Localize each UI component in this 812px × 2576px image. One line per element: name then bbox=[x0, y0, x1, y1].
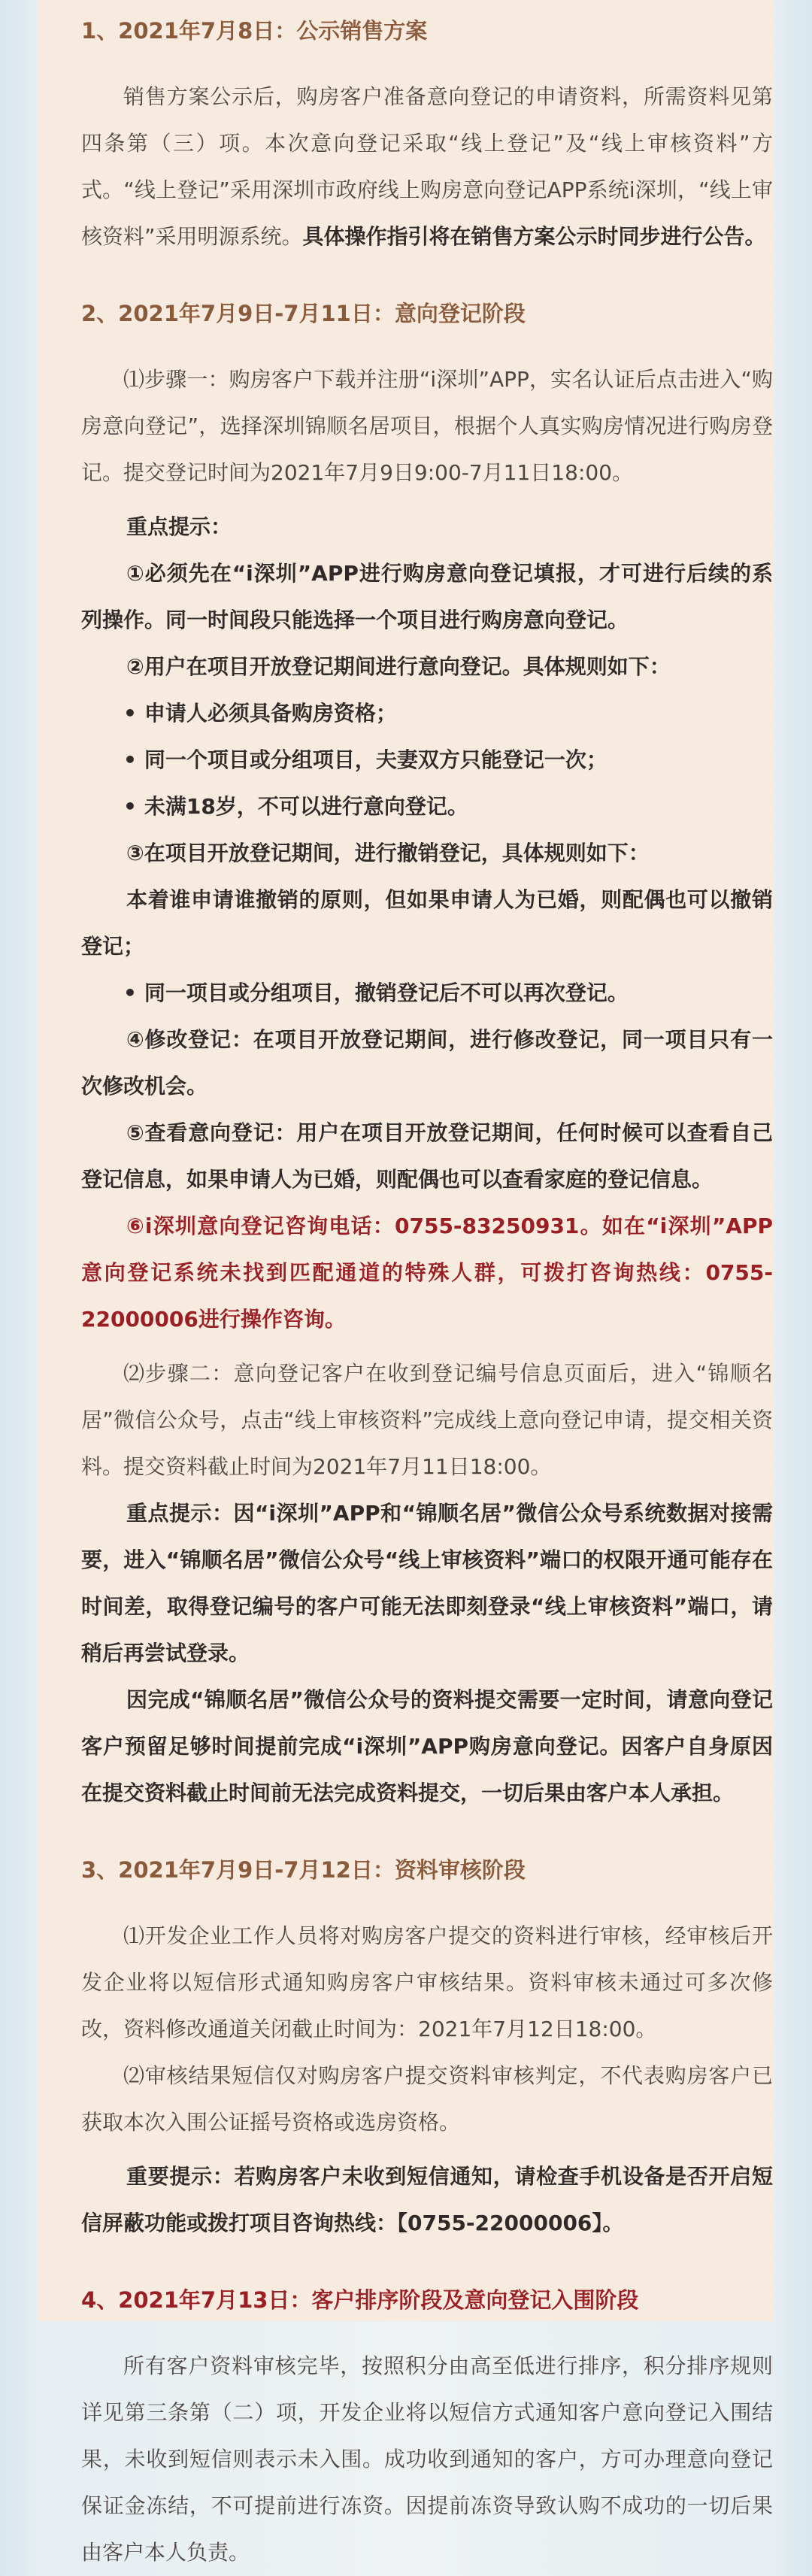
notice-item-2-bullet-1: • 申请人必须具备购房资格； bbox=[81, 690, 773, 737]
step-2-warning: 因完成“锦顺名居”微信公众号的资料提交需要一定时间，请意向登记客户预留足够时间提前完成“i深圳”APP购房意向登记。因客户自身原因在提交资料截止时间前无法完成资料提交，一切后果由客户本人承担。 bbox=[81, 1687, 773, 1805]
spacer bbox=[81, 1343, 773, 1350]
section-1-paragraph bbox=[81, 74, 773, 260]
section-3-title: 3、2021年7月9日-7月12日：资料审核阶段 bbox=[81, 1857, 526, 1883]
section-3-paragraph-1: ⑴开发企业工作人员将对购房客户提交的资料进行审核，经审核后开发企业将以短信形式通知购房客户审核结果。资料审核未通过可多次修改，资料修改通道关闭截止时间为：2021年7月12日18:00。 bbox=[81, 1923, 773, 2041]
notice-item-3: ③在项目开放登记期间，进行撤销登记，具体规则如下： bbox=[126, 841, 650, 865]
section-3-important-notice: 重要提示：若购房客户未收到短信通知，请检查手机设备是否开启短信屏蔽功能或拨打项目咨询热线：【0755-22000006】。 bbox=[81, 2164, 773, 2235]
notice-item-4: ④修改登记：在项目开放登记期间，进行修改登记，同一项目只有一次修改机会。 bbox=[81, 1027, 773, 1099]
spacer bbox=[81, 2146, 773, 2153]
section-4-paragraph: 所有客户资料审核完毕，按照积分由高至低进行排序，积分排序规则详见第三条第（二）项，开发企业将以短信方式通知客户意向登记入围结果，未收到短信则表示未入围。成功收到通知的客户，方可办理意向登记保证金冻结，不可提前进行冻资。因提前冻资导致认购不成功的一切后果由客户本人负责。 bbox=[81, 2353, 773, 2565]
section-2-title: 2、2021年7月9日-7月11日：意向登记阶段 bbox=[81, 301, 526, 326]
hotline-notice: ⑥i深圳意向登记咨询电话：0755-83250931。如在“i深圳”APP意向登记系统未找到匹配通道的特殊人群，可拨打咨询热线：0755-22000006进行操作咨询。 bbox=[81, 1214, 773, 1332]
notice-item-2: ②用户在项目开放登记期间进行意向登记。具体规则如下： bbox=[126, 654, 671, 679]
section-1-title: 1、2021年7月8日：公示销售方案 bbox=[81, 18, 428, 44]
section-1-bold-note: 具体操作指引将在销售方案公示时同步进行公告。 bbox=[302, 224, 766, 249]
notice-item-3-bullet-2: • 同一项目或分组项目，撤销登记后不可以再次登记。 bbox=[81, 970, 773, 1017]
spacer bbox=[81, 1817, 773, 1856]
content-panel bbox=[38, 0, 774, 2565]
step-1-paragraph: ⑴步骤一：购房客户下载并注册“i深圳”APP，实名认证后点击进入“购房意向登记”，选择深圳锦顺名居项目，根据个人真实购房情况进行购房登记。提交登记时间为2021年7月9日9:00-7月11日18:00。 bbox=[81, 367, 773, 485]
notice-item-2-bullet-2: • 同一个项目或分组项目，夫妻双方只能登记一次； bbox=[81, 737, 773, 783]
notice-item-2-bullet-3: • 未满18岁，不可以进行意向登记。 bbox=[81, 783, 773, 830]
spacer bbox=[81, 496, 773, 504]
article-body bbox=[81, 17, 773, 2576]
notice-item-3-bullet-1: 本着谁申请谁撤销的原则，但如果申请人为已婚，则配偶也可以撤销登记； bbox=[81, 887, 773, 959]
section-4-title: 4、2021年7月13日：客户排序阶段及意向登记入围阶段 bbox=[81, 2287, 639, 2313]
step-2-paragraph: ⑵步骤二：意向登记客户在收到登记编号信息页面后，进入“锦顺名居”微信公众号，点击“线上审核资料”完成线上意向登记申请，提交相关资料。提交资料截止时间为2021年7月11日18:00。 bbox=[81, 1361, 773, 1479]
section-3-paragraph-2: ⑵审核结果短信仅对购房客户提交资料审核判定，不代表购房客户已获取本次入围公证摇号资格或选房资格。 bbox=[81, 2063, 773, 2135]
notice-item-5: ⑤查看意向登记：用户在项目开放登记期间，任何时候可以查看自己登记信息，如果申请人为已婚，则配偶也可以查看家庭的登记信息。 bbox=[81, 1120, 773, 1192]
section-1-text: 销售方案公示后，购房客户准备意向登记的申请资料，所需资料见第四条第（三）项。本次意向登记采取“线上登记”及“线上审核资料”方式。“线上登记”采用深圳市政府线上购房意向登记APP系统i深圳，“线上审核资料”采用明源系统。 bbox=[81, 84, 773, 249]
spacer bbox=[81, 2247, 773, 2286]
spacer bbox=[81, 260, 773, 299]
notice-item-1: ①必须先在“i深圳”APP进行购房意向登记填报，才可进行后续的系列操作。同一时间段只能选择一个项目进行购房意向登记。 bbox=[81, 561, 773, 632]
step-2-notice: 重点提示：因“i深圳”APP和“锦顺名居”微信公众号系统数据对接需要，进入“锦顺名居”微信公众号“线上审核资料”端口的权限开通可能存在时间差，取得登记编号的客户可能无法即刻登录“线上审核资料”端口，请稍后再尝试登录。 bbox=[81, 1501, 773, 1665]
notice-heading: 重点提示： bbox=[126, 514, 232, 539]
